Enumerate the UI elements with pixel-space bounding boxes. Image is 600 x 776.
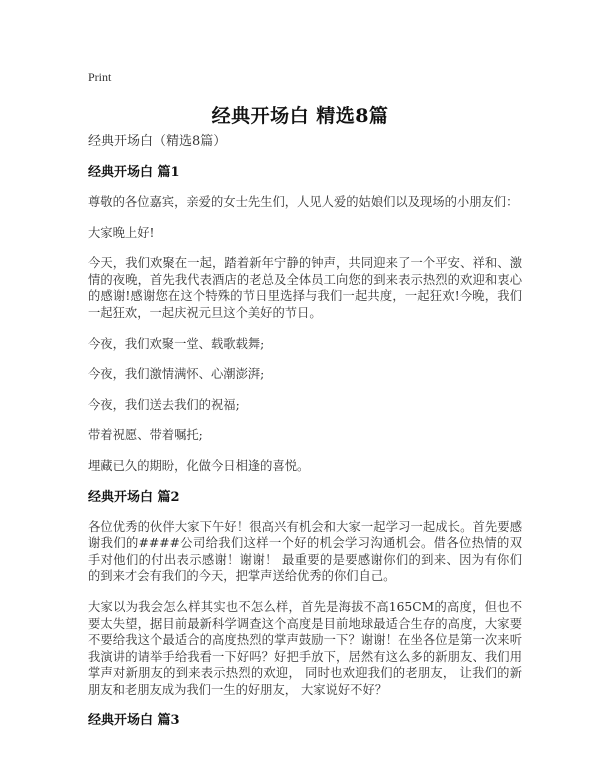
section-heading: 经典开场白 篇3	[88, 713, 180, 729]
document-subtitle: 经典开场白（精选8篇）	[88, 134, 227, 149]
paragraph: 大家晚上好!	[88, 225, 155, 240]
paragraph: 尊敬的各位嘉宾，亲爱的女士先生们，人见人爱的姑娘们以及现场的小朋友们：	[88, 195, 519, 209]
paragraph: 今天，我们欢聚在一起，踏着新年宁静的钟声，共同迎来了一个平安、祥和、激情的夜晚，首先我代表酒店的老总及全体员工向您的到来表示热烈的欢迎和衷心的感谢!感谢您在这个特殊的节日里选择与我们一起共度，一起狂欢!今晚，我们一起狂欢，一起庆祝元旦这个美好的节日。	[88, 256, 522, 320]
paragraph: 埋藏已久的期盼，化做今日相逢的喜悦。	[88, 458, 310, 473]
paragraph: 大家以为我会怎么样其实也不怎么样，首先是海拔不高165CM的高度，但也不要太失望，据目前最新科学调查这个高度是目前地球最适合生存的高度，大家要不要给我这个最适合的高度热烈的掌声鼓励一下？谢谢！在坐各位是第一次来听我演讲的请举手给我看一下好吗？好把手放下，居然有这么多的新朋友、我们用掌声对新朋友的到来表示热烈的欢迎， 同时也欢迎我们的老朋友， 让我们的新朋友和老朋友成为我们一生的好朋友， 大家说好不好？	[88, 599, 522, 697]
document-title: 经典开场白 精选8篇	[211, 105, 389, 127]
section-heading: 经典开场白 篇1	[88, 165, 180, 180]
section-heading: 经典开场白 篇2	[88, 489, 180, 505]
paragraph: 今夜，我们送去我们的祝福;	[88, 397, 240, 412]
document-body	[88, 133, 522, 742]
print-label[interactable]: Print	[88, 70, 112, 84]
paragraph: 今夜，我们激情满怀、心潮澎湃;	[88, 367, 265, 382]
paragraph: 今夜，我们欢聚一堂、载歌载舞;	[88, 336, 265, 351]
paragraph: 带着祝愿、带着嘱托;	[88, 428, 203, 443]
paragraph: 各位优秀的伙伴大家下午好！很高兴有机会和大家一起学习一起成长。首先要感谢我们的####公司给我们这样一个好的机会学习沟通机会。借各位热情的双手对他们的付出表示感谢！谢谢！ 最重要的是要感谢你们的到来、因为有你们的到来才会有我们的今天，把掌声送给优秀的你们自己。	[88, 519, 522, 584]
